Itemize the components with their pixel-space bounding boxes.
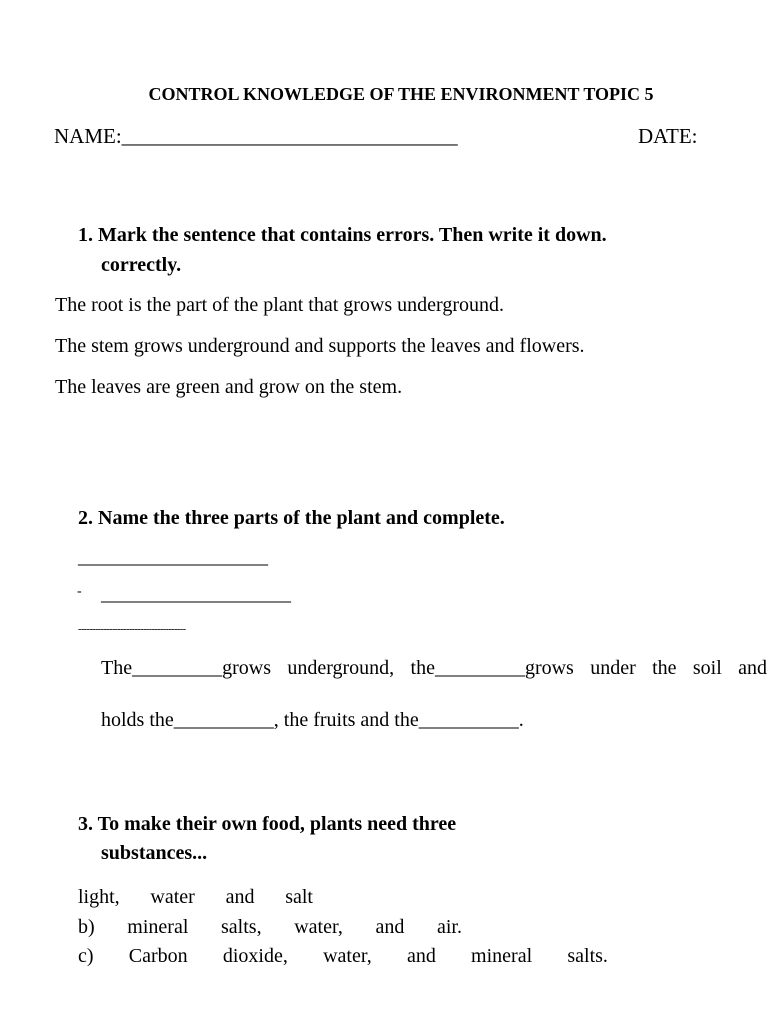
fill-word: soil (692, 657, 722, 679)
option-b[interactable] (78, 916, 462, 939)
fill-word: The_________grows (101, 657, 271, 679)
option-word: salts, (221, 916, 262, 938)
sentence-2[interactable]: The stem grows underground and supports the leaves and flowers. (55, 335, 585, 357)
fill-word: underground, (287, 657, 395, 679)
option-word: dioxide, (222, 945, 288, 967)
name-field[interactable]: NAME:________________________________ (54, 124, 458, 148)
answer-blank-2[interactable]: ___________________ (101, 583, 291, 605)
fill-word: the (652, 657, 677, 679)
fill-word: and (738, 657, 767, 679)
option-word: water (150, 886, 195, 908)
option-word: water, (323, 945, 372, 967)
question-3-heading: 3. To make their own food, plants need three (78, 813, 457, 835)
option-c[interactable] (78, 945, 608, 968)
option-word: and (225, 886, 255, 908)
option-word: mineral (127, 916, 189, 938)
option-word: air. (436, 916, 462, 938)
option-word: b) (78, 916, 95, 938)
fill-in-line-2[interactable]: holds the__________, the fruits and the__________. (101, 709, 524, 731)
option-word: and (406, 945, 436, 967)
option-word: and (375, 916, 405, 938)
answer-blank-1[interactable]: ___________________ (78, 546, 268, 568)
question-1-heading-cont: correctly. (101, 254, 182, 276)
fill-in-line-1[interactable] (101, 657, 767, 680)
option-word: light, (78, 886, 120, 908)
option-word: salt (285, 886, 313, 908)
option-word: salts. (567, 945, 608, 967)
answer-blank-3[interactable]: -------------------------------------- (78, 624, 186, 635)
option-word: mineral (471, 945, 533, 967)
question-2-heading: 2. Name the three parts of the plant and complete. (78, 507, 505, 529)
date-field[interactable]: DATE: (638, 124, 698, 148)
question-3-heading-cont: substances... (101, 842, 208, 864)
fill-word: the_________grows (410, 657, 574, 679)
option-word: c) (78, 945, 94, 967)
option-a[interactable] (78, 886, 313, 909)
sentence-1[interactable]: The root is the part of the plant that grows underground. (55, 294, 504, 316)
fill-word: under (590, 657, 636, 679)
option-word: water, (294, 916, 343, 938)
sentence-3[interactable]: The leaves are green and grow on the stem. (55, 376, 403, 398)
page-title: CONTROL KNOWLEDGE OF THE ENVIRONMENT TOPIC 5 (148, 84, 654, 104)
option-word: Carbon (128, 945, 188, 967)
dash-marker: - (77, 584, 82, 599)
question-1-heading: 1. Mark the sentence that contains errors. Then write it down. (78, 224, 607, 246)
